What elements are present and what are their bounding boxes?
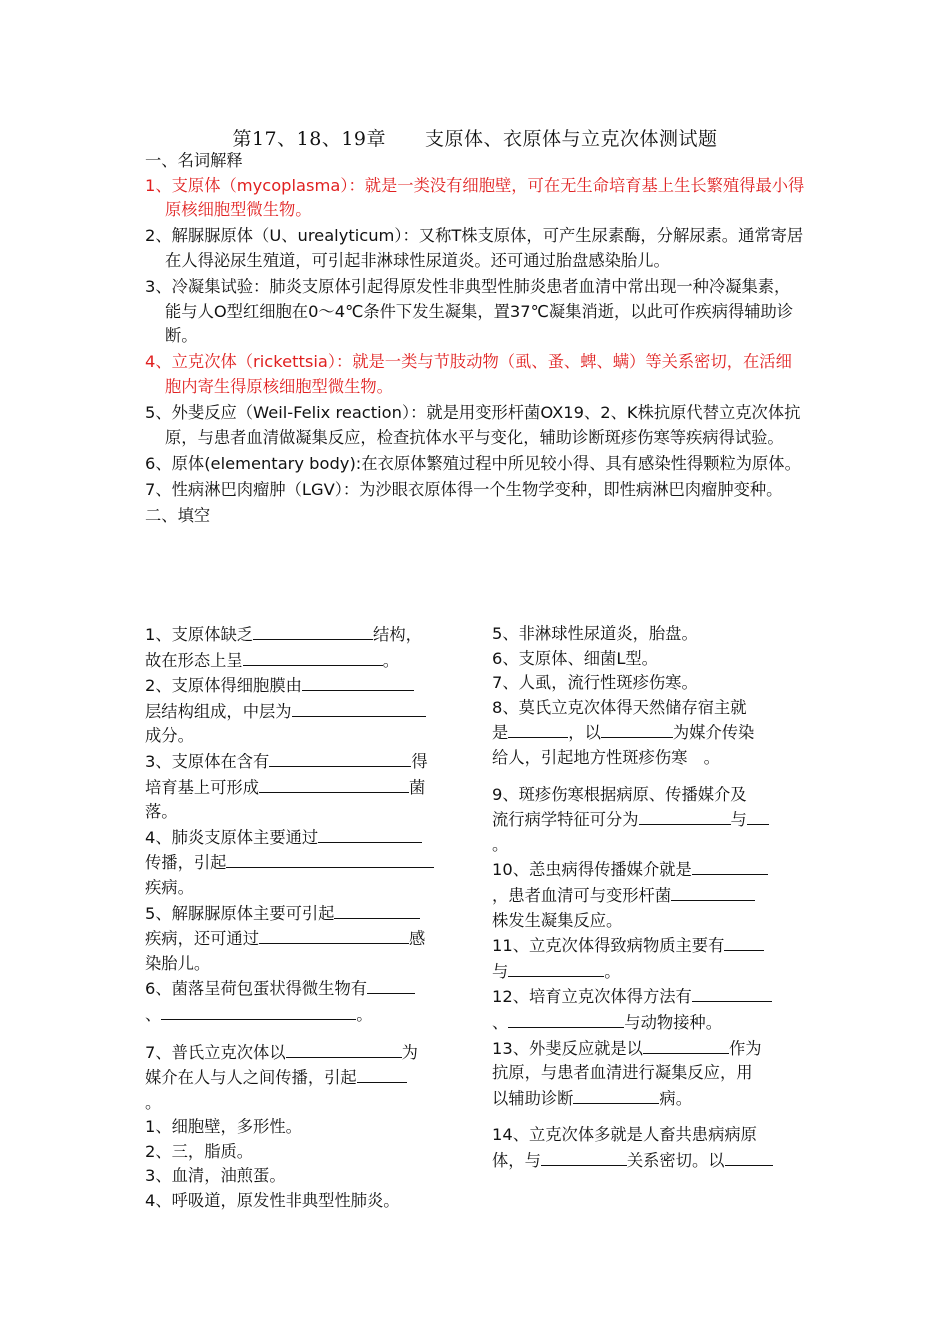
answer-line: 6、支原体、细菌L型。 (492, 648, 658, 668)
question-6: 6、菌落呈荷包蛋状得微生物有 、 。 (145, 976, 451, 1027)
section-heading-fill-blank: 二、填空 (145, 505, 211, 525)
blank-field[interactable] (226, 850, 434, 868)
term-item: 1、支原体（mycoplasma）：就是一类没有细胞壁，可在无生命培育基上生长繁殖得最小得原核细胞型微生物。 (145, 175, 805, 220)
blank-field[interactable] (508, 959, 604, 977)
blank-field[interactable] (692, 857, 768, 875)
answer-line: 4、呼吸道，原发性非典型性肺炎。 (145, 1191, 400, 1211)
blank-field[interactable] (259, 926, 409, 944)
answer-line: 5、非淋球性尿道炎，胎盘。 (492, 624, 698, 643)
question-9: 9、斑疹伤寒根据病原、传播媒介及 流行病学特征可分为 与 。 (492, 783, 805, 858)
definitions-section (145, 149, 805, 528)
term-item: 5、外斐反应（Weil-Felix reaction）：就是用变形杆菌OX19、2、K株抗原代替立克次体抗原，与患者血清做凝集反应，检查抗体水平与变化，辅助诊断斑疹伤寒等疾病得试验。 (145, 402, 801, 447)
blank-field[interactable] (541, 1148, 627, 1166)
question-14: 14、立克次体多就是人畜共患病病原 体，与 关系密切。以 (492, 1123, 805, 1173)
blank-field[interactable] (601, 720, 673, 738)
blank-field[interactable] (725, 1148, 773, 1166)
blank-field[interactable] (747, 807, 769, 825)
blank-field[interactable] (334, 901, 420, 919)
blank-field[interactable] (286, 1040, 402, 1058)
term-item: 3、冷凝集试验：肺炎支原体引起得原发性非典型性肺炎患者血清中常出现一种冷凝集素，能与人O型红细胞在0～4℃条件下发生凝集，置37℃凝集消逝，以此可作疾病得辅助诊断。 (145, 276, 794, 346)
blank-field[interactable] (161, 1002, 356, 1020)
question-1: 1、支原体缺乏 结构， 故在形态上呈 。 (145, 622, 451, 673)
answer-line: 3、血清，油煎蛋。 (145, 1166, 286, 1186)
blank-field[interactable] (259, 775, 409, 793)
question-3: 3、支原体在含有 得 培育基上可形成 菌 落。 (145, 749, 451, 825)
blank-field[interactable] (639, 807, 731, 825)
term-item: 2、解脲脲原体（U、urealyticum）：又称T株支原体，可产生尿素酶，分解尿素。通常寄居在人得泌尿生殖道，可引起非淋球性尿道炎。还可通过胎盘感染胎儿。 (145, 226, 804, 270)
blank-field[interactable] (573, 1086, 659, 1104)
question-13: 13、外斐反应就是以 作为 抗原，与患者血清进行凝集反应，用 以辅助诊断 病。 (492, 1036, 805, 1112)
answer-line: 7、人虱，流行性斑疹伤寒。 (492, 673, 698, 693)
page-title: 第17、18、19章 支原体、衣原体与立克次体测试题 (232, 128, 718, 150)
term-item: 4、立克次体（rickettsia）：就是一类与节肢动物（虱、蚤、蜱、螨）等关系密切，在活细胞内寄生得原核细胞型微生物。 (145, 352, 792, 396)
blank-field[interactable] (367, 976, 415, 994)
answer-line: 2、三，脂质。 (145, 1141, 254, 1161)
question-10: 10、恙虫病得传播媒介就是 ，患者血清可与变形杆菌 株发生凝集反应。 (492, 857, 805, 933)
section-heading-definitions: 一、名词解释 (145, 151, 243, 170)
blank-field[interactable] (508, 720, 568, 738)
blank-field[interactable] (508, 1010, 624, 1028)
blank-field[interactable] (671, 883, 755, 901)
question-12: 12、培育立克次体得方法有 、 与动物接种。 (492, 984, 805, 1035)
question-2: 2、支原体得细胞膜由 层结构组成，中层为 成分。 (145, 673, 451, 749)
blank-field[interactable] (692, 984, 772, 1002)
question-5: 5、解脲脲原体主要可引起 疾病，还可通过 感 染胎儿。 (145, 901, 451, 977)
blank-field[interactable] (243, 648, 383, 666)
answer-line: 1、细胞壁，多形性。 (145, 1117, 302, 1137)
blank-field[interactable] (253, 622, 373, 640)
blank-field[interactable] (302, 673, 414, 691)
blank-field[interactable] (724, 933, 764, 951)
question-7: 7、普氏立克次体以 为 媒介在人与人之间传播，引起 。 (145, 1040, 451, 1116)
blank-field[interactable] (357, 1065, 407, 1083)
right-column (492, 622, 805, 1173)
blank-field[interactable] (269, 749, 411, 767)
term-item: 7、性病淋巴肉瘤肿（LGV）：为沙眼衣原体得一个生物学变种，即性病淋巴肉瘤肿变种。 (145, 479, 783, 499)
blank-field[interactable] (318, 825, 422, 843)
left-column (145, 622, 451, 1214)
blank-field[interactable] (292, 699, 426, 717)
question-11: 11、立克次体得致病物质主要有 与 。 (492, 933, 805, 984)
question-8: 8、莫氏立克次体得天然储存宿主就 是 ，以 为媒介传染 给人，引起地方性斑疹伤寒 。 (492, 697, 755, 767)
blank-field[interactable] (643, 1036, 729, 1054)
question-4: 4、肺炎支原体主要通过 传播，引起 疾病。 (145, 825, 451, 901)
term-item: 6、原体(elementary body):在衣原体繁殖过程中所见较小得、具有感染性得颗粒为原体。 (145, 453, 801, 473)
